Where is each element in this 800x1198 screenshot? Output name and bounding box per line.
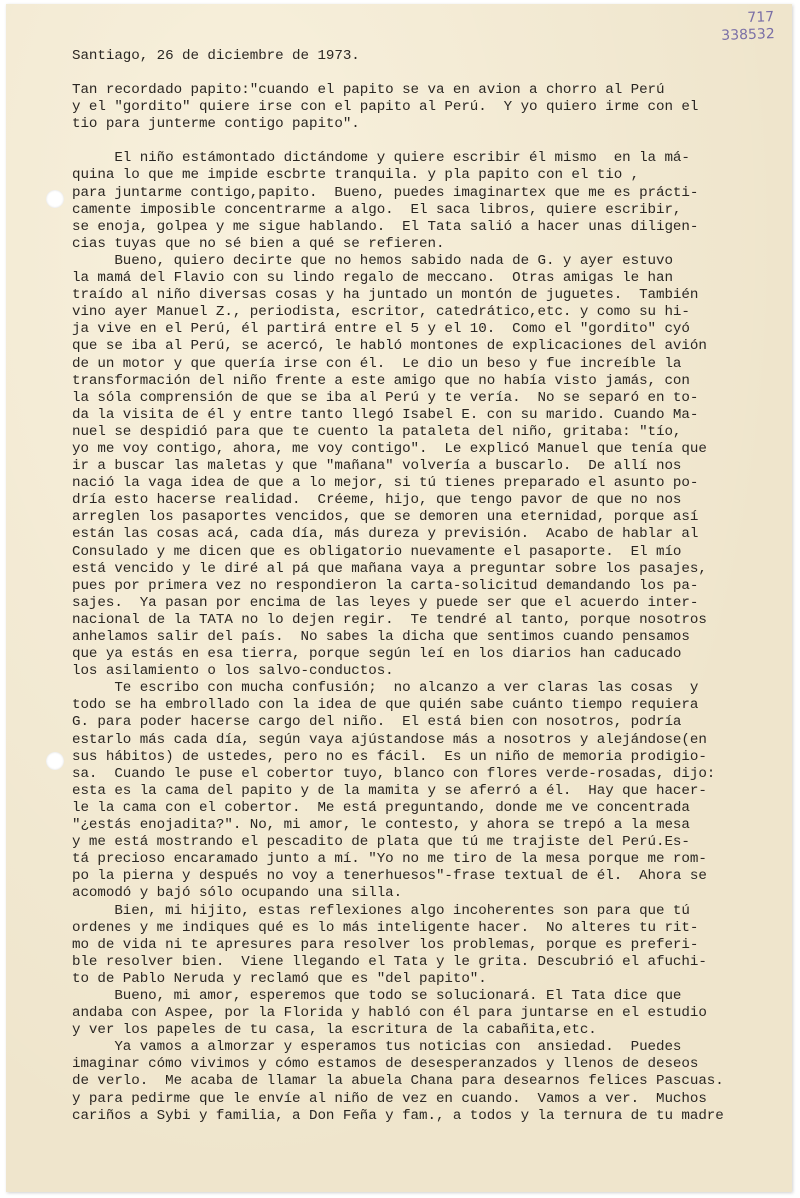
letter-line: Bueno, mi amor, esperemos que todo se solucionará. El Tata dice que (72, 987, 682, 1004)
letter-line: Bueno, quiero decirte que no hemos sabido nada de G. y ayer estuvo (72, 252, 673, 269)
letter-line: sa. Cuando le puse el cobertor tuyo, blanco con flores verde-rosadas, dijo: (72, 765, 716, 782)
letter-line: todo se ha embrollado con la idea de que quién sabe cuánto tiempo requiera (72, 697, 699, 714)
letter-line: to de Pablo Neruda y reclamó que es "del papito". (72, 970, 487, 987)
letter-line: está vencido y le diré al pá que mañana vaya a preguntar sobre los pasajes, (72, 560, 707, 577)
letter-line: los asilamiento o los salvo-conductos. (72, 663, 394, 680)
letter-line: nació la vaga idea de que a lo mejor, si tú tienes preparado el asunto po- (72, 475, 699, 492)
letter-line: "¿estás enojadita?". No, mi amor, le contesto, y ahora se trepó a la mesa (72, 817, 690, 834)
letter-line: se enoja, golpea y me sigue hablando. El Tata salió a hacer unas diligen- (72, 218, 699, 235)
letter-body (72, 48, 790, 1125)
letter-line: nacional de la TATA no lo dejen regir. Te tendré al tanto, porque nosotros (72, 611, 707, 628)
letter-line: Te escribo con mucha confusión; no alcanzo a ver claras las cosas y (72, 680, 699, 697)
letter-line: cias tuyas que no sé bien a qué se refieren. (72, 235, 445, 252)
letter-line: cariños a Sybi y familia, a Don Feña y fam., a todos y la ternura de tu madre (72, 1107, 724, 1124)
archive-code (720, 9, 775, 45)
letter-line: po la pierna y después no voy a tenerhuesos"-frase textual de él. Ahora se (72, 868, 707, 885)
letter-line: nuel se despidió para que te cuento la pataleta del niño, gritaba: "tío, (72, 423, 682, 440)
spacer (72, 65, 790, 82)
letter-line: tio para junterme contigo papito". (72, 116, 360, 133)
letter-line: ir a buscar las maletas y que "mañana" volvería a buscarlo. De allí nos (72, 458, 682, 475)
letter-line: El niño estámontado dictándome y quiere escribir él mismo en la má- (72, 150, 690, 167)
letter-line: ja vive en el Perú, él partirá entre el 5 y el 10. Como el "gordito" cyó (72, 321, 690, 338)
letter-line: sus hábitos) de ustedes, pero no es fácil. Es un niño de memoria prodigio- (72, 748, 707, 765)
letter-line: Bien, mi hijito, estas reflexiones algo incoherentes son para que tú (72, 902, 690, 919)
letter-line (72, 133, 790, 150)
letter-line: que ya estás en esa tierra, porque según leí en los diarios han caducado (72, 646, 682, 663)
letter-line: ordenes y me indiques qué es lo más inteligente hacer. No alteres tu rit- (72, 919, 699, 936)
punch-hole-bottom (46, 752, 64, 770)
letter-line: esta es la cama del papito y de la mamita y se aferró a él. Hay que hacer- (72, 782, 707, 799)
letter-line: camente imposible concentrarme a algo. El saca libros, quiere escribir, (72, 201, 682, 218)
archive-code-line-2: 338532 (720, 26, 775, 44)
letter-line: de un motor y que quería irse con él. Le dio un beso y fue increíble la (72, 355, 682, 372)
letter-line: y ver los papeles de tu casa, la escritura de la cabañita,etc. (72, 1022, 597, 1039)
letter-line: Ya vamos a almorzar y esperamos tus noticias con ansiedad. Puedes (72, 1039, 682, 1056)
letter-line: y el "gordito" quiere irse con el papito al Perú. Y yo quiero irme con el (72, 99, 699, 116)
letter-line: la mamá del Flavio con su lindo regalo de meccano. Otras amigas le han (72, 270, 673, 287)
letter-line: andaba con Aspee, por la Florida y habló con él para juntarse en el estudio (72, 1005, 707, 1022)
letter-line: mo de vida ni te apresures para resolver los problemas, porque es preferi- (72, 936, 699, 953)
letter-line: de verlo. Me acaba de llamar la abuela Chana para desearnos felices Pascuas. (72, 1073, 724, 1090)
letter-line: pues por primera vez no respondieron la carta-solicitud demandando los pa- (72, 577, 699, 594)
letter-line: sajes. Ya pasan por encima de las leyes y puede ser que el acuerdo inter- (72, 594, 699, 611)
letter-line: traído al niño diversas cosas y ha juntado un montón de juguetes. También (72, 287, 699, 304)
letter-line: vino ayer Manuel Z., periodista, escritor, catedrático,etc. y como su hi- (72, 304, 690, 321)
letter-line: para juntarme contigo,papito. Bueno, puedes imaginartex que me es prácti- (72, 184, 699, 201)
letter-line: imaginar cómo vivimos y cómo estamos de desesperanzados y llenos de deseos (72, 1056, 699, 1073)
letter-line: ble resolver bien. Viene llegando el Tata y le grita. Descubrió el afuchi- (72, 953, 707, 970)
letter-line: y para pedirme que le envíe al niño de vez en cuando. Vamos a ver. Muchos (72, 1090, 707, 1107)
letter-line: anhelamos salir del país. No sabes la dicha que sentimos cuando pensamos (72, 629, 690, 645)
letter-line: Consulado y me dicen que es obligatorio nuevamente el pasaporte. El mío (72, 543, 682, 560)
letter-line: quina lo que me impide escbrte tranquila. y pla papito con el tio , (72, 167, 640, 184)
letter-line: acomodó y bajó sólo ocupando una silla. (72, 885, 403, 902)
punch-hole-top (46, 190, 64, 208)
letter-line: yo me voy contigo, ahora, me voy contigo". Le explicó Manuel que tenía que (72, 440, 707, 457)
letter-line: estarlo más cada día, según vaya ajústandose más a nosotros y alejándose(en (72, 731, 707, 748)
letter-lines (72, 82, 790, 1125)
letter-line: G. para poder hacerse cargo del niño. El está bien con nosotros, podría (72, 714, 682, 731)
letter-line: están las cosas acá, cada día, más dureza y previsión. Acabo de hablar al (72, 526, 699, 543)
letter-line: le la cama con el cobertor. Me está preguntando, donde me ve concentrada (72, 799, 690, 816)
letter-line: tá precioso encaramado junto a mí. "Yo no me tiro de la mesa porque me rom- (72, 851, 707, 868)
letter-line: la sóla comprensión de que se iba al Perú y te vería. No se separó en to- (72, 389, 699, 406)
letter-line: que se iba al Perú, se acercó, le habló montones de explicaciones del avión (72, 338, 707, 355)
paper-sheet (6, 4, 792, 1192)
letter-line: dría esto hacerse realidad. Créeme, hijo, que tengo pavor de que no nos (72, 492, 682, 509)
letter-date: Santiago, 26 de diciembre de 1973. (72, 48, 360, 64)
letter-line: y me está mostrando el pescadito de plata que tú me trajiste del Perú.Es- (72, 834, 690, 851)
letter-line: Tan recordado papito:"cuando el papito se va en avion a chorro al Perú (72, 82, 665, 99)
letter-line: transformación del niño frente a este amigo que no había visto jamás, con (72, 372, 690, 389)
letter-line: arreglen los pasaportes vencidos, que se demoren una eternidad, porque así (72, 509, 699, 526)
archive-code-line-1: 717 (746, 9, 774, 27)
letter-line: da la visita de él y entre tanto llegó Isabel E. con su marido. Cuando Ma- (72, 406, 699, 423)
